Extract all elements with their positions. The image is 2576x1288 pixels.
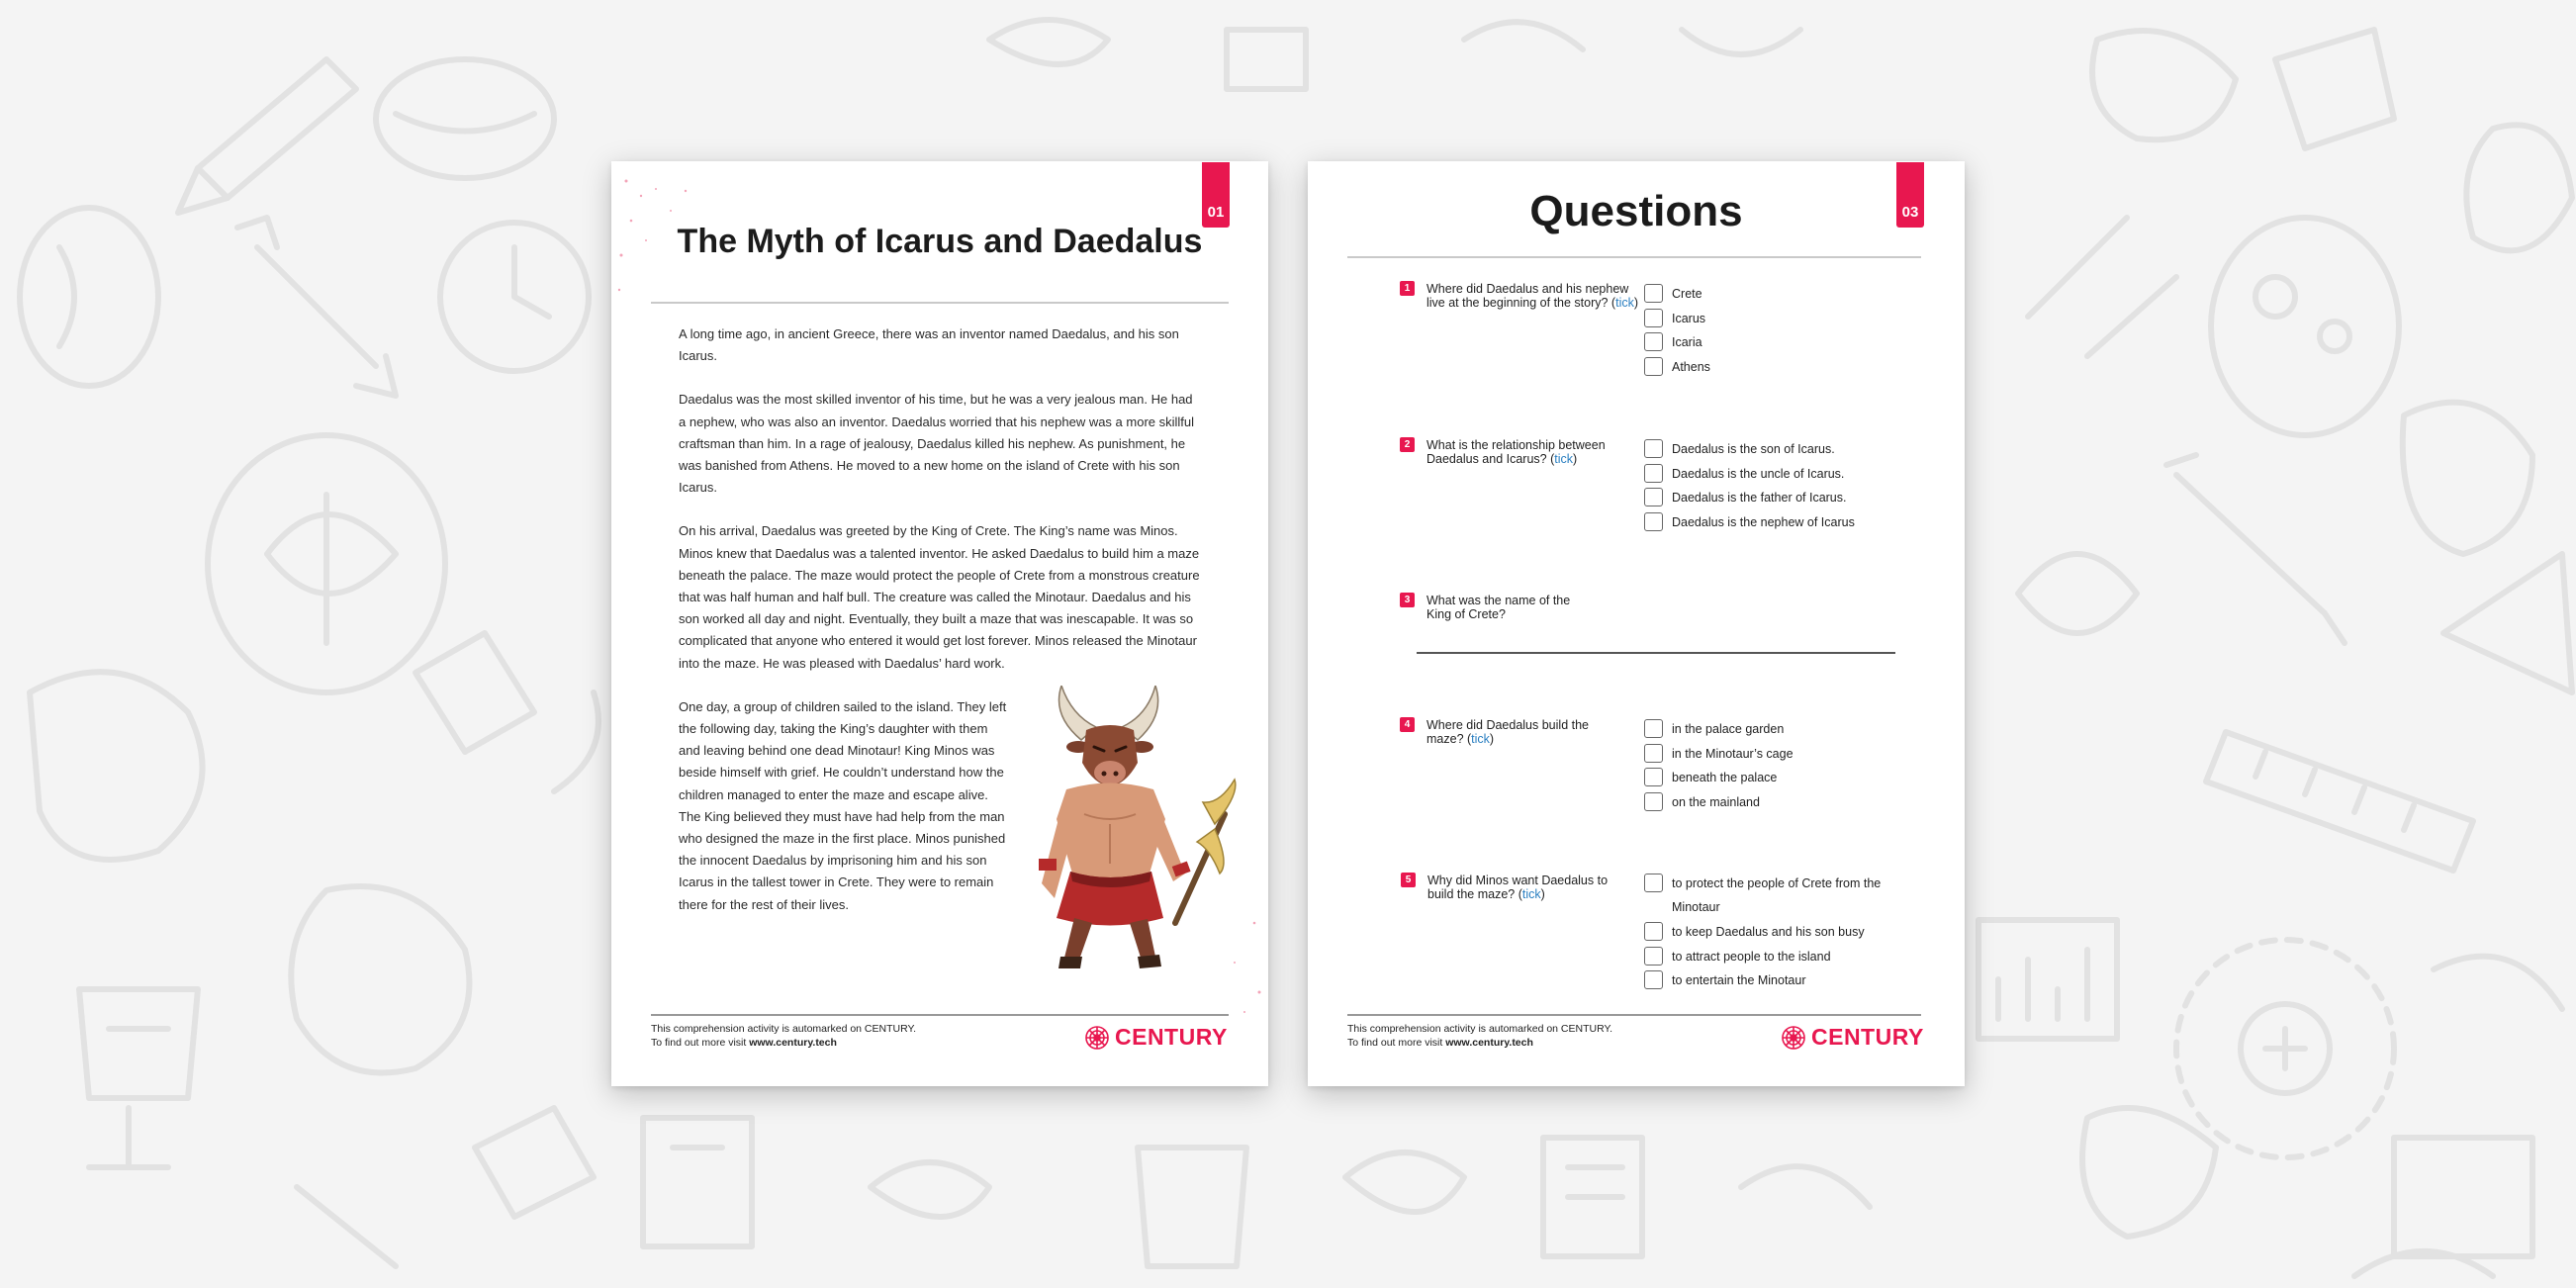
footer-divider (651, 1014, 1229, 1016)
question-number: 3 (1400, 593, 1415, 607)
story-paragraph: A long time ago, in ancient Greece, there was an inventor named Daedalus, and his son Icarus. (679, 326, 1179, 364)
question-text: Where did Daedalus build the maze? ( (1426, 718, 1589, 746)
tick-hint: tick (1554, 452, 1573, 466)
title-divider (1347, 256, 1921, 258)
footer-link[interactable]: www.century.tech (749, 1037, 837, 1049)
checkbox[interactable] (1644, 922, 1663, 941)
title-divider (651, 302, 1229, 304)
tick-hint: tick (1615, 296, 1634, 310)
option-label: to keep Daedalus and his son busy (1672, 925, 1865, 939)
option-label: in the Minotaur’s cage (1672, 746, 1794, 761)
question-text: Why did Minos want Daedalus to build the maze? ( (1427, 874, 1609, 901)
story-paragraph: One day, a group of children sailed to the island. They left the following day, taking the King’s daughter with them and leaving behind one dead Minotaur! King Minos was beside himself with grief. He couldn’t understand how the children managed to enter the maze and escape alive. The King believed they must have had help from the man who designed the maze in the first place. Minos punished the innocent Daedalus by imprisoning him and his son Icarus in the tallest tower in Crete. They were to remain there for the rest of their lives. (679, 698, 1007, 912)
option-label: on the mainland (1672, 794, 1760, 809)
century-logo (1084, 1024, 1228, 1051)
checkbox[interactable] (1644, 792, 1663, 811)
option-label: Daedalus is the son of Icarus. (1672, 442, 1835, 456)
footer-line (651, 1036, 916, 1050)
option-label: Daedalus is the nephew of Icarus (1672, 514, 1855, 529)
checkbox[interactable] (1644, 309, 1663, 327)
page-title: Questions (1529, 187, 1743, 235)
option-label: in the palace garden (1672, 722, 1785, 736)
checkbox[interactable] (1644, 970, 1663, 989)
option-label: Icaria (1672, 335, 1702, 349)
question-2 (1404, 438, 1634, 466)
question-number: 2 (1400, 437, 1415, 452)
checkbox[interactable] (1644, 512, 1663, 531)
checkbox[interactable] (1644, 874, 1663, 892)
option-label: to protect the people of Crete from the Minotaur (1672, 876, 1882, 914)
question-number: 4 (1400, 717, 1415, 732)
checkbox[interactable] (1644, 284, 1663, 303)
minotaur-illustration (1027, 686, 1240, 972)
story-paragraph: On his arrival, Daedalus was greeted by the King of Crete. The King’s name was Minos. Minos knew that Daedalus was a talented inventor. He asked Daedalus to build him a maze beneath the palace. The maze would protect the people of Crete from a monstrous creature that was half human and half bull. The creature was called the Minotaur. Daedalus and his son worked all day and night. Eventually, they built a maze that was inescapable. It was so complicated that anyone who entered it would get lost forever. Minos released the Minotaur into the maze. He was pleased with Daedalus’ hard work. (679, 523, 1200, 671)
checkbox[interactable] (1644, 332, 1663, 351)
option-label: Icarus (1672, 311, 1706, 325)
tick-hint: tick (1521, 887, 1541, 901)
story-page (611, 161, 1268, 1086)
answer-line[interactable] (1417, 652, 1895, 654)
story-paragraph: Daedalus was the most skilled inventor of his time, but he was a very jealous man. He had a nephew, who was also an inventor. Daedalus worried that his nephew was a more skillful craftsman than him. In a rage of jealousy, Daedalus killed his nephew. As punishment, he was banished from Athens. He moved to a new home on the island of Crete with his son Icarus. (679, 392, 1195, 496)
logo-text: CENTURY (1115, 1024, 1228, 1050)
footer-visit-text: To find out more visit (651, 1037, 750, 1049)
tick-hint: tick (1471, 732, 1490, 746)
question-3 (1404, 594, 1585, 621)
option-label: to attract people to the island (1672, 949, 1831, 964)
question-5 (1405, 874, 1630, 901)
option-label: Daedalus is the father of Icarus. (1672, 491, 1847, 505)
option-label: Athens (1672, 359, 1710, 374)
footer-divider (1347, 1014, 1921, 1016)
question-text: What is the relationship between Daedalus and Icarus? ( (1426, 438, 1606, 466)
century-logo-icon (1781, 1025, 1806, 1051)
question-number: 5 (1401, 873, 1416, 887)
checkbox[interactable] (1644, 357, 1663, 376)
footer-line: This comprehension activity is automarked on CENTURY. (651, 1023, 917, 1035)
question-1 (1404, 282, 1649, 310)
footer-link[interactable]: www.century.tech (1445, 1037, 1533, 1049)
option-label: beneath the palace (1672, 771, 1778, 784)
checkbox[interactable] (1644, 744, 1663, 763)
question-close: ) (1540, 887, 1545, 901)
checkbox[interactable] (1644, 947, 1663, 966)
logo-text: CENTURY (1811, 1024, 1924, 1050)
checkbox[interactable] (1644, 464, 1663, 483)
question-text: Where did Daedalus and his nephew live at the beginning of the story? ( (1426, 282, 1629, 310)
checkbox[interactable] (1644, 439, 1663, 458)
century-logo-icon (1084, 1025, 1110, 1051)
footer-note (1347, 1022, 1612, 1050)
century-logo (1781, 1024, 1924, 1051)
question-close: ) (1489, 732, 1495, 746)
question-close: ) (1633, 296, 1639, 310)
questions-page (1308, 161, 1965, 1086)
page-number: 01 (1207, 204, 1225, 221)
question-text: What was the name of the King of Crete? (1426, 594, 1571, 621)
question-4 (1404, 718, 1614, 746)
checkbox[interactable] (1644, 719, 1663, 738)
option-label: Daedalus is the uncle of Icarus. (1672, 466, 1845, 481)
page-title: The Myth of Icarus and Daedalus (677, 223, 1203, 260)
page-number-tab (1202, 162, 1230, 228)
page-number: 03 (1901, 204, 1919, 221)
footer-line: This comprehension activity is automarked on CENTURY. (1347, 1023, 1613, 1035)
checkbox[interactable] (1644, 768, 1663, 786)
question-number: 1 (1400, 281, 1415, 296)
footer-note (651, 1022, 916, 1050)
footer-line (1347, 1036, 1612, 1050)
option-label: to entertain the Minotaur (1672, 973, 1806, 987)
footer-visit-text: To find out more visit (1347, 1037, 1446, 1049)
question-close: ) (1573, 452, 1578, 466)
option-label: Crete (1672, 287, 1702, 301)
checkbox[interactable] (1644, 488, 1663, 506)
